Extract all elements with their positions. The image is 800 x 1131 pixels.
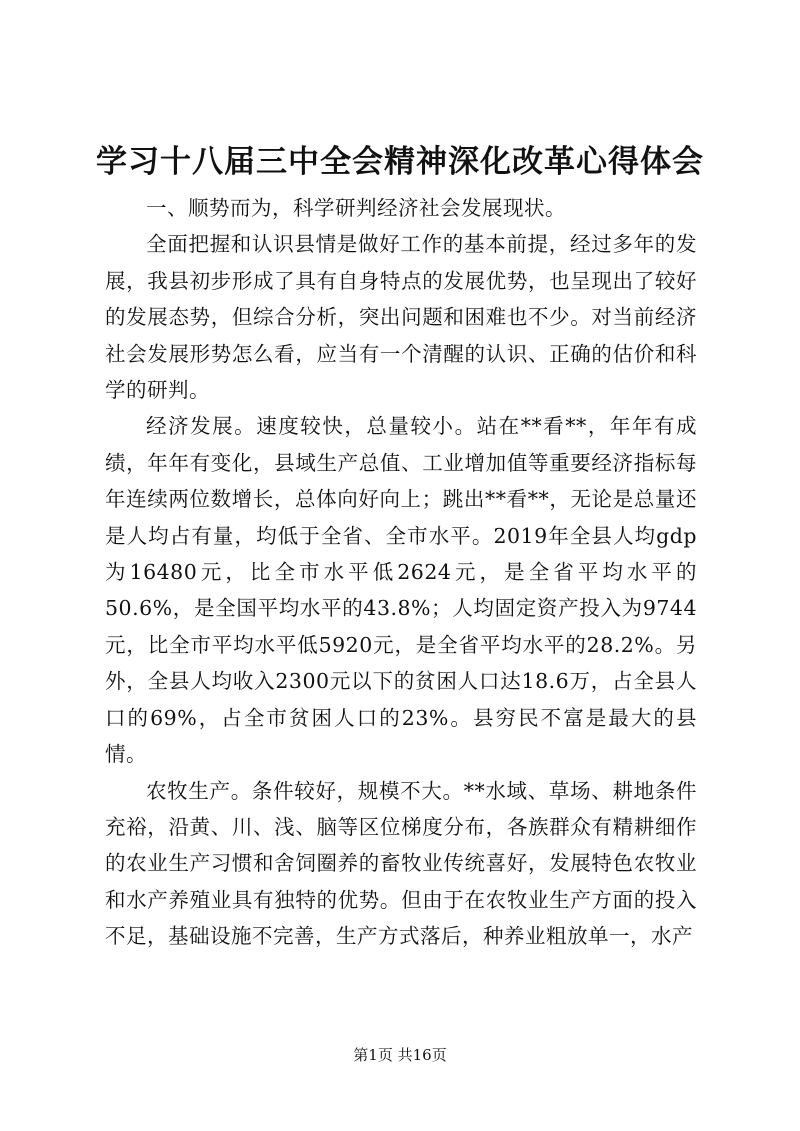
page-number-footer: 第1页 共16页 [353,1046,447,1064]
paragraph-economy: 经济发展。速度较快，总量较小。站在**看**，年年有成绩，年年有变化，县域生产总值、工业增加值等重要经济指标每年连续两位数增长，总体向好向上；跳出**看**，无论是总量还是人均占有量，均低于全省、全市水平。2019年全县人均gdp为16480元，比全市水平低2624元，是全省平均水平的50.6%，是全国平均水平的43.8%；人均固定资产投入为9744元，比全市平均水平低5920元，是全省平均水平的28.2%。另外，全县人均收入2300元以下的贫困人口达18.6万，占全县人口的69%，占全市贫困人口的23%。县穷民不富是最大的县情。 [105,414,697,767]
document-title: 学习十八届三中全会精神深化改革心得体会 [96,144,704,180]
section-heading: 一、顺势而为，科学研判经济社会发展现状。 [146,196,566,220]
paragraph-agriculture: 农牧生产。条件较好，规模不大。**水域、草场、耕地条件充裕，沿黄、川、浅、脑等区位梯度分布，各族群众有精耕细作的农业生产习惯和舍饲圈养的畜牧业传统喜好，发展特色农牧业和水产养殖业具有独特的优势。但由于在农牧业生产方面的投入不足，基础设施不完善，生产方式落后，种养业粗放单一，水产 [105,778,697,949]
paragraph-overview: 全面把握和认识县情是做好工作的基本前提，经过多年的发展，我县初步形成了具有自身特点的发展优势，也呈现出了较好的发展态势，但综合分析，突出问题和困难也不少。对当前经济社会发展形势怎么看，应当有一个清醒的认识、正确的估价和科学的研判。 [105,232,697,403]
document-body [105,190,697,955]
